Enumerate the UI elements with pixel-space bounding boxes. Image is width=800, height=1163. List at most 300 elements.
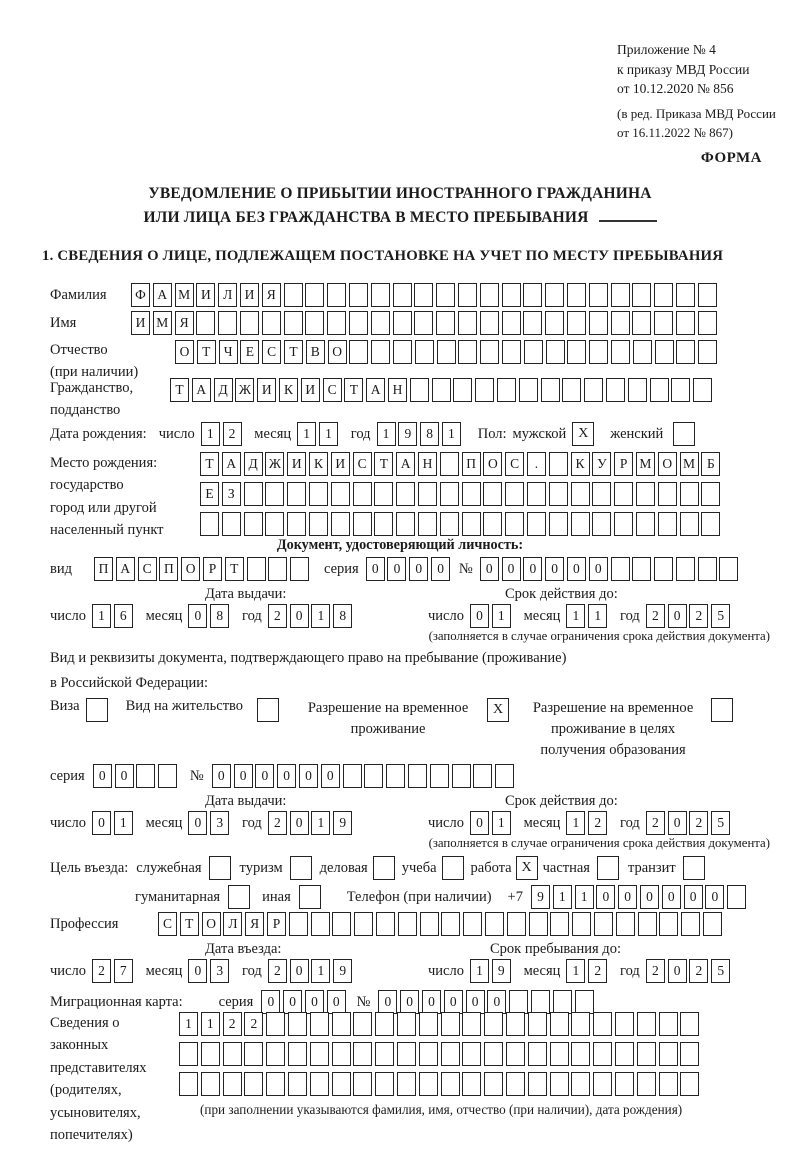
char-cell[interactable]: 1 [319,422,338,446]
char-cell[interactable]: 8 [420,422,439,446]
char-cell[interactable]: 0 [188,959,207,983]
char-cell[interactable] [343,764,362,788]
char-cell[interactable]: С [158,912,177,936]
char-cell[interactable]: 0 [567,557,586,581]
char-cell[interactable]: Л [223,912,242,936]
char-cell[interactable]: М [680,452,699,476]
char-cell[interactable] [676,311,695,335]
char-cell[interactable]: 0 [234,764,253,788]
char-cell[interactable]: Н [418,452,437,476]
char-cell[interactable] [528,1012,547,1036]
char-cell[interactable]: С [505,452,524,476]
char-cell[interactable]: К [571,452,590,476]
char-cell[interactable]: Т [284,340,303,364]
char-cell[interactable] [680,1072,699,1096]
char-cell[interactable] [611,311,630,335]
char-cell[interactable]: А [116,557,135,581]
char-cell[interactable] [218,311,237,335]
char-cell[interactable] [223,1072,242,1096]
char-cell[interactable] [288,1042,307,1066]
char-cell[interactable]: М [175,283,194,307]
char-cell[interactable]: 0 [668,811,687,835]
char-cell[interactable] [265,512,284,536]
char-cell[interactable] [288,1072,307,1096]
char-cell[interactable] [247,557,266,581]
char-cell[interactable] [419,1072,438,1096]
visa-checkbox[interactable] [86,698,108,722]
temp-permit-checkbox[interactable]: X [487,698,509,722]
char-cell[interactable] [332,1072,351,1096]
char-cell[interactable] [497,378,516,402]
char-cell[interactable] [437,340,456,364]
char-cell[interactable] [441,1042,460,1066]
char-cell[interactable] [414,283,433,307]
char-cell[interactable] [637,1042,656,1066]
char-cell[interactable] [701,482,720,506]
char-cell[interactable] [200,512,219,536]
char-cell[interactable]: С [262,340,281,364]
char-cell[interactable]: У [592,452,611,476]
char-cell[interactable]: 9 [398,422,417,446]
char-cell[interactable] [452,764,471,788]
char-cell[interactable] [408,764,427,788]
char-cell[interactable] [698,340,717,364]
char-cell[interactable]: 0 [92,811,111,835]
char-cell[interactable] [396,482,415,506]
char-cell[interactable]: 0 [596,885,615,909]
char-cell[interactable]: 1 [311,604,330,628]
char-cell[interactable] [545,283,564,307]
char-cell[interactable] [589,283,608,307]
char-cell[interactable]: 1 [201,1012,220,1036]
char-cell[interactable] [463,912,482,936]
char-cell[interactable]: А [396,452,415,476]
char-cell[interactable]: 0 [255,764,274,788]
char-cell[interactable] [654,283,673,307]
char-cell[interactable] [592,512,611,536]
char-cell[interactable] [528,1072,547,1096]
char-cell[interactable] [349,340,368,364]
char-cell[interactable] [475,378,494,402]
char-cell[interactable] [364,764,383,788]
char-cell[interactable] [658,512,677,536]
char-cell[interactable] [594,912,613,936]
char-cell[interactable]: П [159,557,178,581]
char-cell[interactable] [680,1012,699,1036]
char-cell[interactable] [719,557,738,581]
char-cell[interactable] [349,311,368,335]
char-cell[interactable]: Д [244,452,263,476]
char-cell[interactable] [659,912,678,936]
char-cell[interactable] [473,764,492,788]
char-cell[interactable] [483,482,502,506]
char-cell[interactable] [550,1072,569,1096]
char-cell[interactable] [393,283,412,307]
char-cell[interactable]: 6 [114,604,133,628]
char-cell[interactable] [309,482,328,506]
char-cell[interactable] [419,1012,438,1036]
char-cell[interactable] [453,378,472,402]
char-cell[interactable] [502,283,521,307]
char-cell[interactable]: 1 [92,604,111,628]
char-cell[interactable]: 1 [566,604,585,628]
char-cell[interactable]: 0 [422,990,441,1014]
char-cell[interactable] [506,1072,525,1096]
char-cell[interactable]: 0 [327,990,346,1014]
char-cell[interactable]: А [192,378,211,402]
char-cell[interactable]: 2 [223,422,242,446]
char-cell[interactable] [638,912,657,936]
char-cell[interactable] [567,340,586,364]
char-cell[interactable]: 9 [333,811,352,835]
char-cell[interactable] [266,1072,285,1096]
char-cell[interactable]: 2 [689,959,708,983]
char-cell[interactable]: И [287,452,306,476]
char-cell[interactable] [410,378,429,402]
residence-permit-checkbox[interactable] [257,698,279,722]
char-cell[interactable] [284,283,303,307]
char-cell[interactable] [354,912,373,936]
sex-male-checkbox[interactable]: X [572,422,594,446]
char-cell[interactable] [505,482,524,506]
char-cell[interactable]: 2 [244,1012,263,1036]
char-cell[interactable] [458,340,477,364]
char-cell[interactable]: Н [388,378,407,402]
purpose-transit-checkbox[interactable] [683,856,705,880]
char-cell[interactable]: Я [245,912,264,936]
char-cell[interactable]: Е [200,482,219,506]
char-cell[interactable]: О [483,452,502,476]
char-cell[interactable] [698,283,717,307]
char-cell[interactable]: 0 [188,811,207,835]
char-cell[interactable] [353,512,372,536]
char-cell[interactable] [680,512,699,536]
char-cell[interactable] [432,378,451,402]
char-cell[interactable] [632,557,651,581]
char-cell[interactable] [480,340,499,364]
edu-permit-checkbox[interactable] [711,698,733,722]
char-cell[interactable] [398,912,417,936]
char-cell[interactable] [480,311,499,335]
char-cell[interactable] [701,512,720,536]
char-cell[interactable] [376,912,395,936]
char-cell[interactable]: М [153,311,172,335]
char-cell[interactable] [553,990,572,1014]
char-cell[interactable]: 7 [114,959,133,983]
char-cell[interactable]: 0 [188,604,207,628]
char-cell[interactable] [440,452,459,476]
char-cell[interactable] [462,512,481,536]
char-cell[interactable]: К [279,378,298,402]
char-cell[interactable]: В [306,340,325,364]
char-cell[interactable] [397,1042,416,1066]
char-cell[interactable] [519,378,538,402]
char-cell[interactable]: 5 [711,604,730,628]
char-cell[interactable] [524,340,543,364]
char-cell[interactable]: Е [240,340,259,364]
char-cell[interactable]: 2 [268,604,287,628]
char-cell[interactable]: Р [267,912,286,936]
char-cell[interactable] [331,482,350,506]
char-cell[interactable] [386,764,405,788]
char-cell[interactable] [567,311,586,335]
purpose-official-checkbox[interactable] [209,856,231,880]
char-cell[interactable] [614,512,633,536]
char-cell[interactable] [309,512,328,536]
char-cell[interactable]: Т [200,452,219,476]
char-cell[interactable]: 2 [588,959,607,983]
char-cell[interactable] [633,340,652,364]
char-cell[interactable] [244,512,263,536]
char-cell[interactable]: 0 [400,990,419,1014]
char-cell[interactable] [523,283,542,307]
char-cell[interactable]: 1 [566,959,585,983]
char-cell[interactable]: О [181,557,200,581]
char-cell[interactable] [632,311,651,335]
char-cell[interactable]: 2 [689,604,708,628]
char-cell[interactable]: 2 [588,811,607,835]
char-cell[interactable] [567,283,586,307]
char-cell[interactable] [289,912,308,936]
char-cell[interactable] [262,311,281,335]
char-cell[interactable]: Ф [131,283,150,307]
char-cell[interactable]: 0 [387,557,406,581]
char-cell[interactable]: Ч [219,340,238,364]
char-cell[interactable]: С [353,452,372,476]
char-cell[interactable]: Т [344,378,363,402]
char-cell[interactable] [611,283,630,307]
char-cell[interactable]: И [196,283,215,307]
char-cell[interactable]: Я [262,283,281,307]
char-cell[interactable] [396,512,415,536]
char-cell[interactable]: И [331,452,350,476]
purpose-study-checkbox[interactable] [442,856,464,880]
char-cell[interactable] [480,283,499,307]
char-cell[interactable] [571,482,590,506]
char-cell[interactable] [615,1042,634,1066]
char-cell[interactable] [201,1042,220,1066]
char-cell[interactable] [375,1042,394,1066]
char-cell[interactable] [353,1072,372,1096]
char-cell[interactable]: Ж [235,378,254,402]
char-cell[interactable] [659,1072,678,1096]
char-cell[interactable]: 0 [640,885,659,909]
char-cell[interactable] [266,1012,285,1036]
char-cell[interactable] [632,283,651,307]
char-cell[interactable] [371,283,390,307]
char-cell[interactable] [462,1012,481,1036]
char-cell[interactable]: А [366,378,385,402]
char-cell[interactable]: И [257,378,276,402]
char-cell[interactable] [332,912,351,936]
char-cell[interactable] [375,1072,394,1096]
char-cell[interactable] [436,283,455,307]
char-cell[interactable] [393,311,412,335]
char-cell[interactable]: С [323,378,342,402]
char-cell[interactable]: 0 [378,990,397,1014]
char-cell[interactable] [528,1042,547,1066]
char-cell[interactable] [414,311,433,335]
char-cell[interactable] [353,1042,372,1066]
char-cell[interactable] [462,482,481,506]
purpose-business-checkbox[interactable] [373,856,395,880]
char-cell[interactable]: 0 [261,990,280,1014]
char-cell[interactable] [575,990,594,1014]
char-cell[interactable]: 0 [93,764,112,788]
char-cell[interactable] [676,340,695,364]
char-cell[interactable] [287,482,306,506]
char-cell[interactable] [727,885,746,909]
char-cell[interactable]: Т [180,912,199,936]
char-cell[interactable]: 2 [268,811,287,835]
char-cell[interactable] [506,1012,525,1036]
char-cell[interactable]: К [309,452,328,476]
char-cell[interactable] [332,1042,351,1066]
char-cell[interactable] [680,1042,699,1066]
char-cell[interactable]: Т [170,378,189,402]
char-cell[interactable] [420,912,439,936]
char-cell[interactable] [441,912,460,936]
char-cell[interactable]: Т [374,452,393,476]
char-cell[interactable]: 1 [492,811,511,835]
char-cell[interactable] [571,1012,590,1036]
char-cell[interactable] [201,1072,220,1096]
char-cell[interactable]: 0 [115,764,134,788]
char-cell[interactable] [419,1042,438,1066]
char-cell[interactable]: 0 [299,764,318,788]
char-cell[interactable] [436,311,455,335]
purpose-other-checkbox[interactable] [299,885,321,909]
char-cell[interactable] [441,1072,460,1096]
char-cell[interactable]: 1 [575,885,594,909]
char-cell[interactable] [527,512,546,536]
char-cell[interactable] [371,311,390,335]
char-cell[interactable]: 1 [297,422,316,446]
char-cell[interactable]: О [202,912,221,936]
char-cell[interactable] [636,512,655,536]
char-cell[interactable]: . [527,452,546,476]
char-cell[interactable] [698,311,717,335]
char-cell[interactable]: 0 [431,557,450,581]
char-cell[interactable] [505,512,524,536]
char-cell[interactable] [502,311,521,335]
char-cell[interactable] [703,912,722,936]
char-cell[interactable] [523,311,542,335]
purpose-private-checkbox[interactable] [597,856,619,880]
char-cell[interactable] [637,1012,656,1036]
purpose-work-checkbox[interactable]: X [516,856,538,880]
char-cell[interactable]: И [240,283,259,307]
char-cell[interactable]: Р [203,557,222,581]
char-cell[interactable] [440,512,459,536]
char-cell[interactable] [628,378,647,402]
char-cell[interactable]: 0 [321,764,340,788]
char-cell[interactable]: 0 [305,990,324,1014]
char-cell[interactable] [571,1072,590,1096]
char-cell[interactable]: Б [701,452,720,476]
char-cell[interactable] [240,311,259,335]
char-cell[interactable]: З [222,482,241,506]
char-cell[interactable]: 0 [470,811,489,835]
char-cell[interactable]: 1 [311,811,330,835]
char-cell[interactable] [418,482,437,506]
char-cell[interactable]: 1 [179,1012,198,1036]
char-cell[interactable] [327,283,346,307]
char-cell[interactable]: 1 [311,959,330,983]
char-cell[interactable] [550,912,569,936]
char-cell[interactable]: 2 [646,811,665,835]
char-cell[interactable] [440,482,459,506]
char-cell[interactable]: 1 [470,959,489,983]
char-cell[interactable] [593,1012,612,1036]
char-cell[interactable] [698,557,717,581]
char-cell[interactable]: 3 [210,959,229,983]
char-cell[interactable] [615,1012,634,1036]
char-cell[interactable]: 0 [545,557,564,581]
char-cell[interactable]: 2 [223,1012,242,1036]
char-cell[interactable] [458,311,477,335]
char-cell[interactable]: Т [225,557,244,581]
char-cell[interactable]: 0 [523,557,542,581]
char-cell[interactable]: 2 [646,959,665,983]
char-cell[interactable] [593,1072,612,1096]
char-cell[interactable]: И [131,311,150,335]
char-cell[interactable] [616,912,635,936]
char-cell[interactable] [654,311,673,335]
char-cell[interactable] [611,557,630,581]
char-cell[interactable] [136,764,155,788]
char-cell[interactable]: П [462,452,481,476]
char-cell[interactable] [693,378,712,402]
char-cell[interactable] [179,1072,198,1096]
char-cell[interactable] [676,283,695,307]
char-cell[interactable] [546,340,565,364]
char-cell[interactable] [549,512,568,536]
char-cell[interactable] [495,764,514,788]
char-cell[interactable] [659,1042,678,1066]
char-cell[interactable] [659,1012,678,1036]
char-cell[interactable] [484,1072,503,1096]
char-cell[interactable] [681,912,700,936]
char-cell[interactable] [305,283,324,307]
char-cell[interactable] [222,512,241,536]
char-cell[interactable]: Л [218,283,237,307]
char-cell[interactable] [458,283,477,307]
char-cell[interactable] [541,378,560,402]
char-cell[interactable] [244,482,263,506]
char-cell[interactable] [680,482,699,506]
char-cell[interactable]: 5 [711,811,730,835]
char-cell[interactable]: 2 [92,959,111,983]
char-cell[interactable]: 9 [333,959,352,983]
char-cell[interactable] [549,482,568,506]
char-cell[interactable] [571,512,590,536]
char-cell[interactable] [331,512,350,536]
char-cell[interactable] [374,482,393,506]
char-cell[interactable] [266,1042,285,1066]
char-cell[interactable]: 0 [684,885,703,909]
char-cell[interactable] [584,378,603,402]
char-cell[interactable]: 0 [502,557,521,581]
char-cell[interactable] [593,1042,612,1066]
char-cell[interactable]: 0 [662,885,681,909]
char-cell[interactable]: Р [614,452,633,476]
char-cell[interactable] [589,340,608,364]
char-cell[interactable] [637,1072,656,1096]
char-cell[interactable] [310,1012,329,1036]
char-cell[interactable] [311,912,330,936]
char-cell[interactable]: 1 [588,604,607,628]
